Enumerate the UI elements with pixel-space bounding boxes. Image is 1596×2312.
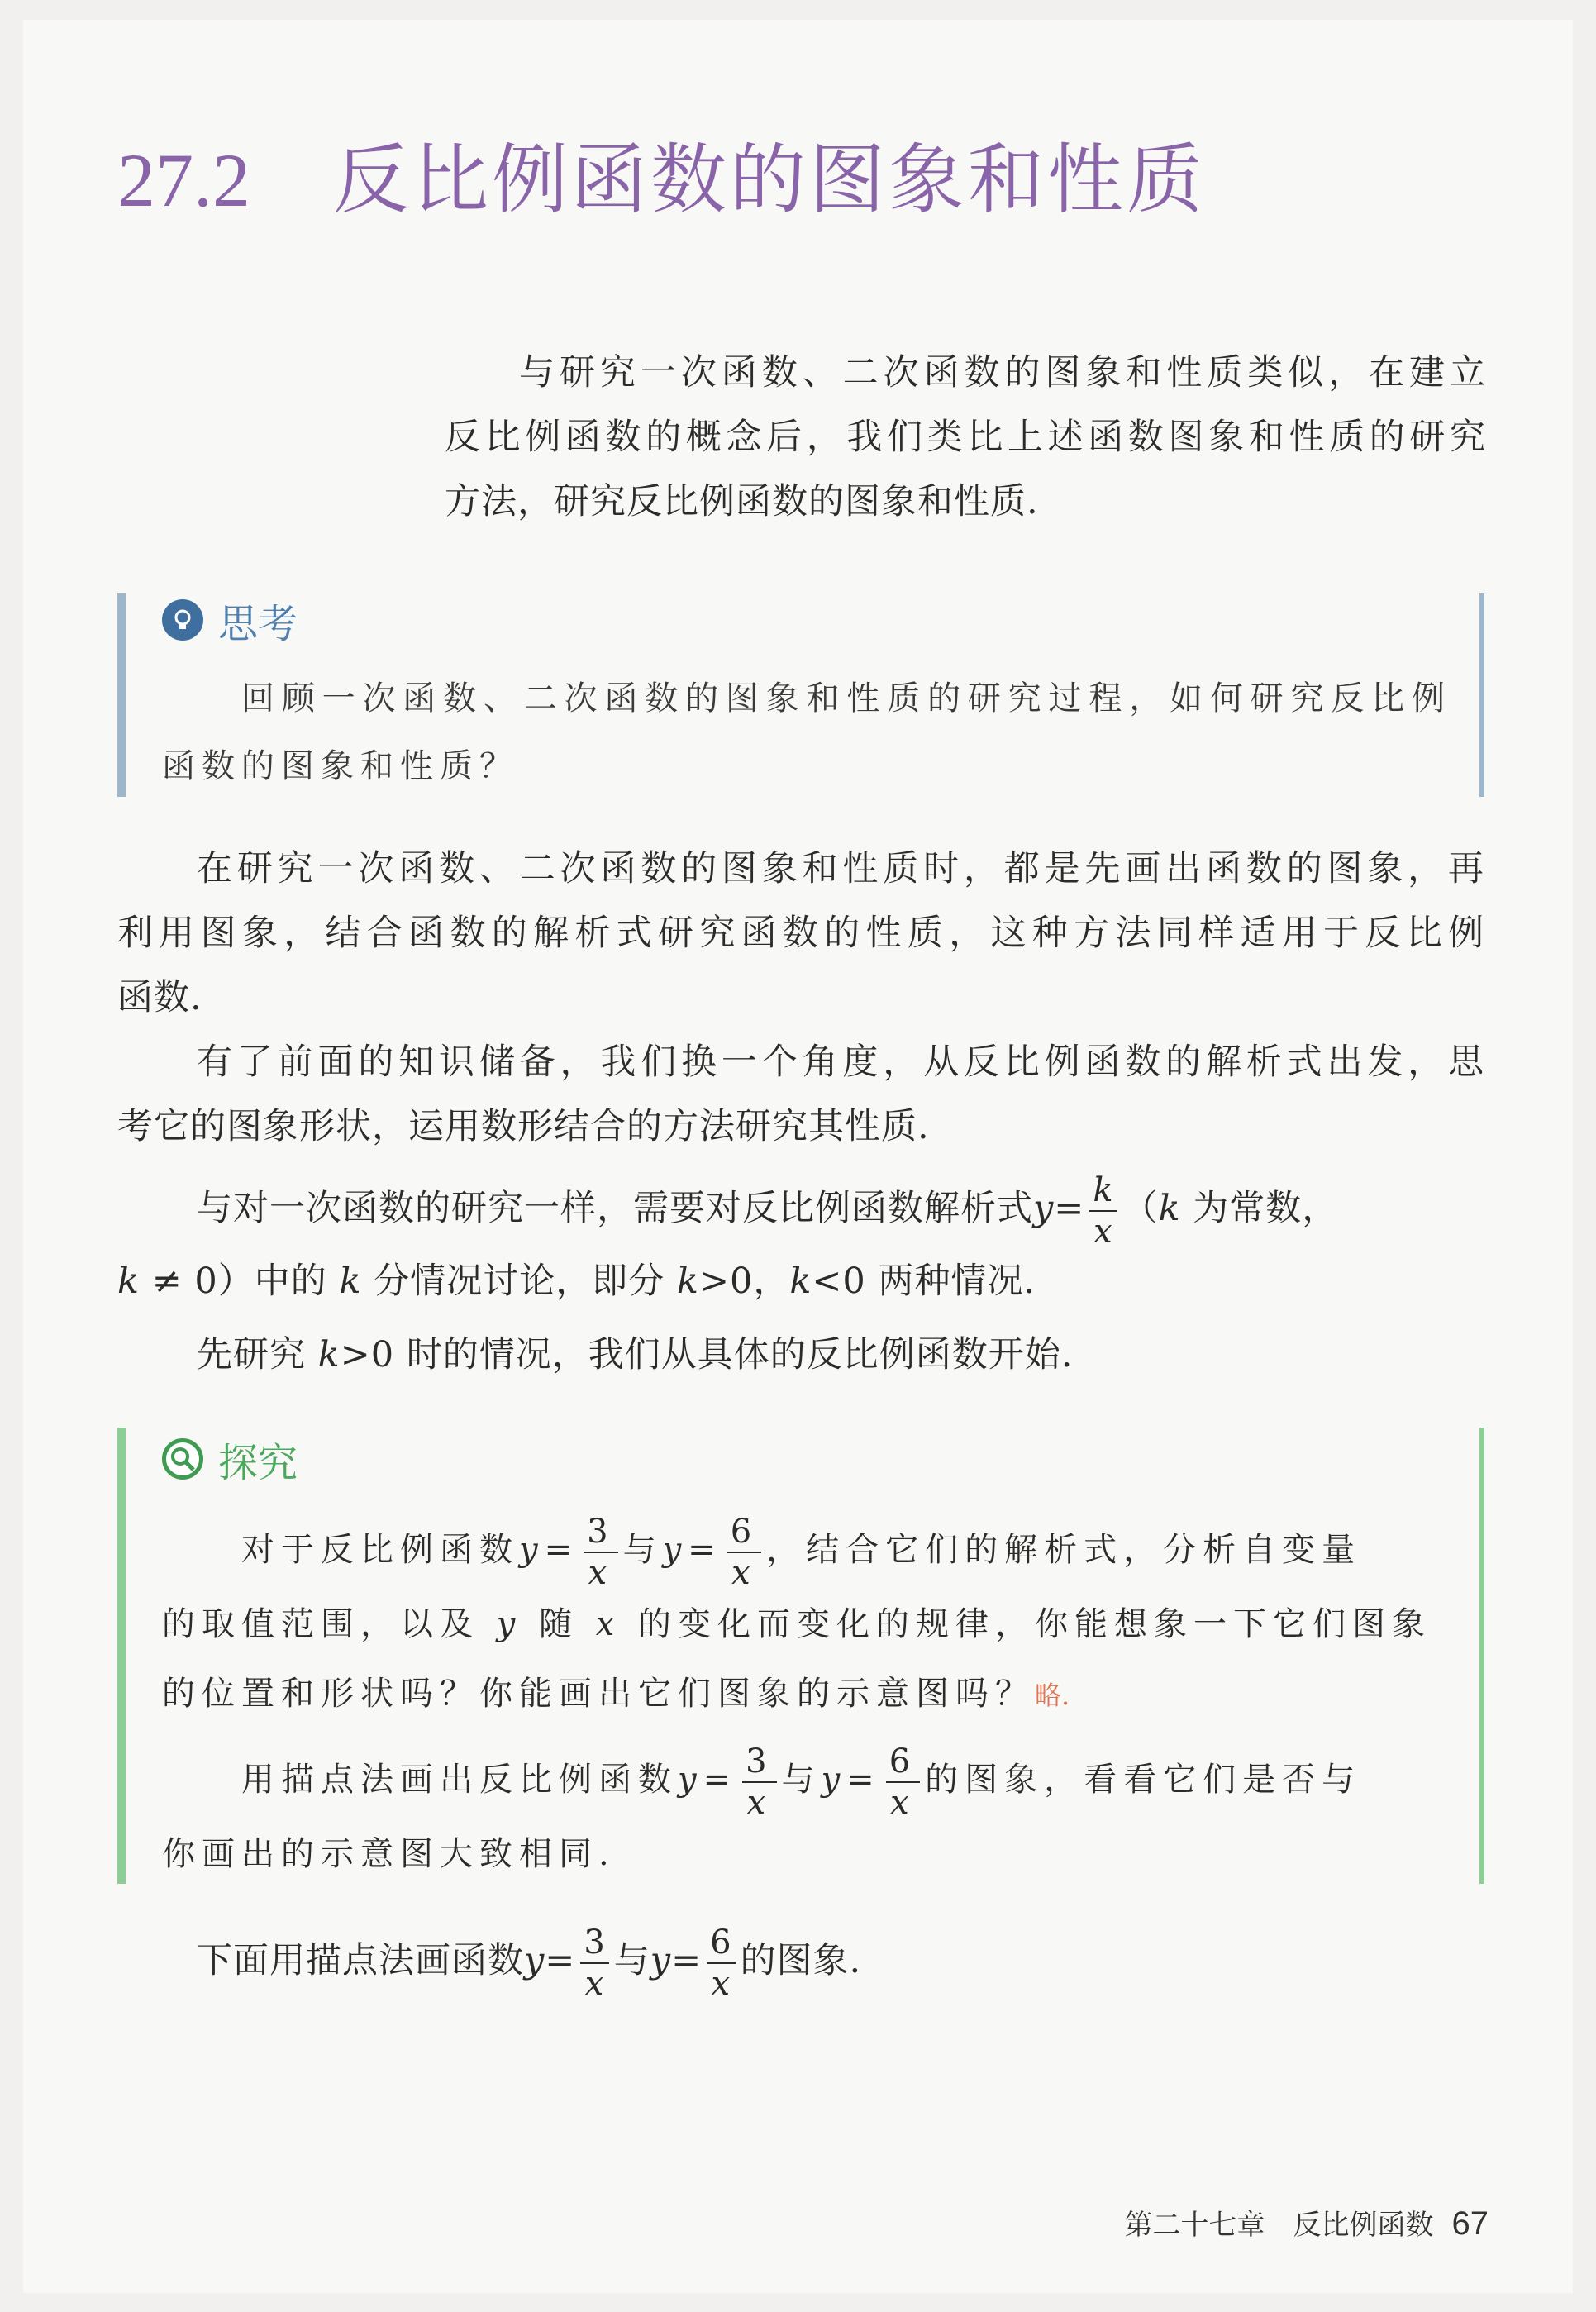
fraction-denominator: x bbox=[890, 1784, 916, 1822]
text-run: 对于反比例函数 bbox=[241, 1531, 519, 1569]
text-run: 用描点法画出反比例函数 bbox=[241, 1761, 678, 1799]
fraction-denominator: x bbox=[746, 1784, 773, 1822]
fraction-numerator: 3 bbox=[580, 1926, 608, 1964]
box-border-right bbox=[1479, 593, 1484, 797]
chapter-label: 第二十七章 反比例函数 bbox=[1124, 2209, 1434, 2242]
explore-box-label: 探究 bbox=[218, 1439, 298, 1486]
math-var: y= bbox=[650, 1940, 703, 1981]
intro-paragraph bbox=[445, 341, 1486, 534]
lightbulb-icon bbox=[162, 599, 203, 641]
fraction-numerator: 6 bbox=[727, 1515, 761, 1553]
section-number: 27.2 bbox=[117, 138, 250, 222]
section-heading: 反比例函数的图象和性质 bbox=[333, 136, 1207, 224]
text-run: ≠ 0）中的 bbox=[140, 1261, 340, 1302]
text-line bbox=[162, 1515, 1451, 1590]
fraction-denominator: x bbox=[1093, 1213, 1113, 1251]
text-line: 反比例函数的概念后，我们类比上述函数图象和性质的研究 bbox=[445, 417, 1486, 458]
text-run: >0， bbox=[698, 1261, 790, 1302]
math-var: y= bbox=[524, 1940, 576, 1981]
fraction-denominator: x bbox=[731, 1554, 757, 1592]
box-border-left bbox=[117, 1428, 126, 1884]
math-var: k bbox=[789, 1261, 812, 1302]
math-var: k bbox=[117, 1261, 141, 1302]
math-var: y= bbox=[519, 1531, 579, 1569]
text-line bbox=[117, 1323, 1484, 1387]
text-line: 函数. bbox=[117, 977, 202, 1018]
page-footer bbox=[1125, 2202, 1489, 2243]
text-line bbox=[117, 1248, 1484, 1314]
fraction-denominator: x bbox=[584, 1965, 605, 2003]
think-box-label: 思考 bbox=[218, 600, 298, 647]
math-var: k bbox=[676, 1261, 699, 1302]
paragraph-5 bbox=[117, 1923, 1484, 2003]
text-run: 的位置和形状吗？你能画出它们图象的示意图吗？ bbox=[162, 1675, 1035, 1713]
text-run: 随 bbox=[522, 1605, 596, 1643]
text-line bbox=[162, 1742, 1451, 1822]
text-line: 在研究一次函数、二次函数的图象和性质时，都是先画出函数的图象，再 bbox=[197, 848, 1484, 889]
fraction-numerator: 3 bbox=[742, 1745, 776, 1783]
text-line: 利用图象，结合函数的解析式研究函数的性质，这种方法同样适用于反比例 bbox=[117, 913, 1484, 954]
text-line: 考它的图象形状，运用数形结合的方法研究其性质. bbox=[117, 1106, 930, 1147]
text-run: 与 bbox=[781, 1761, 822, 1799]
fraction-numerator: 6 bbox=[707, 1926, 735, 1964]
think-box-header bbox=[162, 593, 298, 646]
fraction-3-over-x bbox=[742, 1742, 776, 1822]
fraction-6-over-x bbox=[886, 1742, 920, 1822]
fraction-numerator: 3 bbox=[584, 1515, 617, 1553]
text-run: 的图象，看看它们是否与 bbox=[925, 1761, 1362, 1799]
text-line: 有了前面的知识储备，我们换一个角度，从反比例函数的解析式出发，思 bbox=[197, 1042, 1484, 1083]
fraction-numerator: k bbox=[1089, 1174, 1117, 1212]
math-var: x bbox=[595, 1605, 622, 1643]
text-run: 为常数， bbox=[1180, 1188, 1339, 1229]
text-run: 与对一次函数的研究一样，需要对反比例函数解析式 bbox=[197, 1188, 1033, 1229]
math-var: y= bbox=[1033, 1188, 1085, 1229]
text-run: （ bbox=[1122, 1188, 1159, 1229]
text-run: 先研究 bbox=[197, 1334, 318, 1375]
think-box bbox=[117, 593, 1484, 797]
fraction-3-over-x bbox=[584, 1515, 617, 1590]
box-border-right bbox=[1479, 1428, 1484, 1884]
math-var: y= bbox=[821, 1761, 881, 1799]
text-line bbox=[117, 1923, 1484, 2003]
text-line: 你画出的示意图大致相同. bbox=[162, 1835, 616, 1873]
text-run: 的取值范围，以及 bbox=[162, 1605, 497, 1643]
text-line: 回顾一次函数、二次函数的图象和性质的研究过程，如何研究反比例 bbox=[241, 679, 1451, 717]
text-run: 下面用描点法画函数 bbox=[197, 1940, 524, 1981]
fraction-3-over-x bbox=[580, 1923, 608, 2003]
text-run: 分情况讨论，即分 bbox=[361, 1261, 677, 1302]
math-var: k bbox=[1158, 1188, 1181, 1229]
text-run: 的图象. bbox=[740, 1940, 862, 1981]
text-run: 的变化而变化的规律，你能想象一下它们图象 bbox=[621, 1605, 1432, 1643]
text-run: <0 两种情况. bbox=[812, 1261, 1036, 1302]
fraction-6-over-x bbox=[727, 1515, 761, 1590]
fraction-numerator: 6 bbox=[886, 1745, 920, 1783]
fraction-denominator: x bbox=[711, 1965, 731, 2003]
text-run: 与 bbox=[613, 1940, 650, 1981]
paragraph-2 bbox=[117, 1030, 1484, 1159]
text-line: 方法，研究反比例函数的图象和性质. bbox=[445, 481, 1039, 522]
paragraph-4 bbox=[117, 1323, 1484, 1387]
answer-hint: 略. bbox=[1035, 1680, 1070, 1711]
fraction-denominator: x bbox=[588, 1554, 614, 1592]
paragraph-1 bbox=[117, 837, 1484, 1030]
text-line bbox=[162, 1659, 1451, 1730]
text-line: 函数的图象和性质？ bbox=[162, 747, 519, 785]
text-line bbox=[117, 1166, 1484, 1251]
math-var: y bbox=[496, 1605, 522, 1643]
fraction-6-over-x bbox=[707, 1923, 735, 2003]
math-var: k bbox=[317, 1334, 341, 1375]
text-run: 与 bbox=[622, 1531, 663, 1569]
text-line: 与研究一次函数、二次函数的图象和性质类似，在建立 bbox=[519, 352, 1486, 393]
think-box-text bbox=[162, 665, 1451, 800]
explore-question-1 bbox=[162, 1515, 1451, 1730]
box-border-left bbox=[117, 593, 126, 797]
math-var: k bbox=[339, 1261, 362, 1302]
text-run: ，结合它们的解析式，分析自变量 bbox=[766, 1531, 1362, 1569]
section-title bbox=[117, 136, 1207, 224]
math-var: y= bbox=[678, 1761, 738, 1799]
fraction-k-over-x bbox=[1089, 1171, 1117, 1251]
text-run: >0 时的情况，我们从具体的反比例函数开始. bbox=[340, 1334, 1074, 1375]
explore-box bbox=[117, 1428, 1484, 1884]
magnifier-icon bbox=[162, 1438, 203, 1480]
explore-box-header bbox=[162, 1432, 298, 1485]
page-number: 67 bbox=[1451, 2205, 1489, 2242]
text-line bbox=[162, 1590, 1451, 1659]
paragraph-3 bbox=[117, 1166, 1484, 1314]
explore-question-2 bbox=[162, 1742, 1451, 1889]
math-var: y= bbox=[662, 1531, 722, 1569]
